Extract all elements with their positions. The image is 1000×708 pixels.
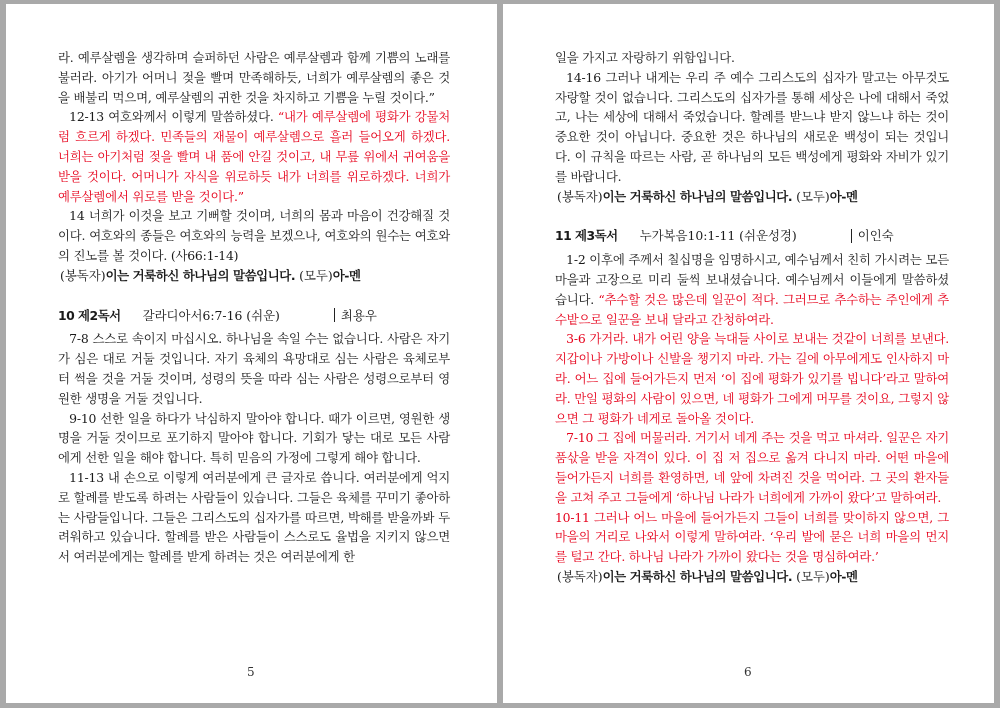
reading-heading [555, 226, 949, 246]
heading-divider [851, 229, 852, 243]
left-page-content [58, 48, 450, 567]
page-number: 5 [247, 665, 255, 679]
right-page-content [555, 48, 949, 587]
scripture-paragraph: 7-8 스스로 속이지 마십시오. 하나님을 속일 수는 없습니다. 사람은 자기가 심은 대로 거둘 것입니다. 자기 육체의 욕망대로 심는 사람은 육체로부터 썩을 것을 거둘 것이며, 성령의 뜻을 따라 심는 사람은 성령으로부터 영원한 생명을 거둘 것입니다. [58, 331, 450, 406]
scripture-paragraph: 라. 예루살렘을 생각하며 슬퍼하던 사람은 예루살렘과 함께 기쁨의 노래를 불러라. 아기가 어머니 젖을 빨며 만족해하듯, 너희가 예루살렘의 좋은 것을 배불리 먹으며, 예루살렘의 귀한 것을 차지하고 기쁨을 누릴 것이다.” [58, 50, 450, 105]
liturgical-response: (봉독자)이는 거룩하신 하나님의 말씀입니다. (모두)아-멘 [557, 188, 858, 204]
reader-name: 최용우 [340, 307, 377, 323]
scripture-paragraph: 1-2 이후에 주께서 칠십명을 임명하시고, 예수님께서 친히 가시려는 모든 마을과 고장으로 미리 둘씩 보내셨습니다. 예수님께서 이들에게 말씀하셨습니다. “추수할 것은 많은데 일꾼이 적다. 그러므로 추수하는 주인에게 추수밭으로 일꾼을 보내 달라고 간청하여라. [555, 252, 949, 327]
scripture-paragraph [555, 428, 949, 507]
left-page [6, 4, 497, 703]
heading-divider [334, 308, 335, 322]
spoken-words-red: 3-6 가거라. 내가 어린 양을 늑대들 사이로 보내는 것같이 너희를 보낸다. 지갑이나 가방이나 신발을 챙기지 마라. 가는 길에 아무에게도 인사하지 마라. 어느 집에 들어가든지 먼저 ‘이 집에 평화가 있기를 빕니다’라고 말하여라. 만일 평화의 사람이 있으면, 네 평화가 그에게 머무를 것이요, 그렇지 않으면 그 평화가 네게로 돌아올 것이다. [555, 331, 949, 426]
reader-name: 이인숙 [857, 228, 894, 244]
liturgical-response: (봉독자)이는 거룩하신 하나님의 말씀입니다. (모두)아-멘 [60, 267, 361, 283]
scripture-paragraph: 14 너희가 이것을 보고 기뻐할 것이며, 너희의 몸과 마음이 건강해질 것이다. 여호와의 종들은 여호와의 능력을 보겠으나, 여호와의 원수는 여호와의 진노를 볼 것이다. (사66:1-14) [58, 208, 450, 263]
scripture-paragraph: 9-10 선한 일을 하다가 낙심하지 말아야 합니다. 때가 이르면, 영원한 생명을 거둘 것이므로 포기하지 말아야 합니다. 기회가 닿는 대로 모든 사람에게 선한 일을 해야 합니다. 특히 믿음의 가정에 그렇게 해야 합니다. [58, 410, 450, 466]
spoken-words-red: 10-11 그러나 어느 마을에 들어가든지 그들이 너희를 맞이하지 않으면, 그 마을의 거리로 나와서 이렇게 말하여라. ‘우리 발에 묻은 너희 마을의 먼지를 털고 간다. 하나님 나라가 가까이 왔다는 것을 명심하여라.’ [555, 509, 949, 565]
spoken-words-red: 7-10 그 집에 머물러라. 거기서 네게 주는 것을 먹고 마셔라. 일꾼은 자기 품삯을 받을 자격이 있다. 이 집 저 집으로 옮겨 다니지 마라. 어떤 마을에 들어가든지 너희를 환영하면, 네 앞에 차려진 것을 먹어라. 그 곳의 환자들을 고쳐 주고 그들에게 ‘하나님 나라가 너희에게 가까이 왔다’고 말하여라. [555, 430, 949, 505]
liturgical-response: (봉독자)이는 거룩하신 하나님의 말씀입니다. (모두)아-멘 [557, 568, 858, 584]
reading-heading [58, 306, 450, 326]
scripture-paragraph: 11-13 내 손으로 이렇게 여러분에게 큰 글자로 씁니다. 여러분에게 억지로 할례를 받도록 하려는 사람들이 있습니다. 그들은 육체를 꾸미기 좋아하는 사람들입니다. 그들은 그리스도의 십자가를 따르면, 박해를 받을까봐 두려워하고 있습니다. 할례를 받은 사람들이 스스로도 율법을 지키지 않으면서 여러분에게는 할례를 받게 하려는 것은 여러분에게 한 [58, 469, 450, 565]
spoken-words-red: “추수할 것은 많은데 일꾼이 적다. 그러므로 추수하는 주인에게 추수밭으로 일꾼을 보내 달라고 간청하여라. [555, 291, 949, 327]
scripture-paragraph: 일을 가지고 자랑하기 위함입니다. [555, 50, 735, 65]
spoken-words-red: “내가 예루살렘에 평화가 강물처럼 흐르게 하겠다. 민족들의 재물이 예루살렘으로 흘러 들어오게 하겠다. 너희는 아기처럼 젖을 빨며 내 품에 안길 것이고, 내 무릎 위에서 귀여움을 받을 것이다. 어머니가 자식을 위로하듯 내가 너희를 위로하겠다. 너희가 예루살렘에서 위로를 받을 것이다.” [58, 109, 450, 204]
scripture-paragraph: 12-13 여호와께서 이렇게 말씀하셨다. “내가 예루살렘에 평화가 강물처럼 흐르게 하겠다. 민족들의 재물이 예루살렘으로 흘러 들어오게 하겠다. 너희는 아기처럼 젖을 빨며 내 품에 안길 것이고, 내 무릎 위에서 귀여움을 받을 것이다. 어머니가 자식을 위로하듯 내가 너희를 위로하겠다. 너희가 예루살렘에서 위로를 받을 것이다.” [58, 109, 450, 204]
reading-number: 11 제3독서 [555, 228, 618, 244]
page-number: 6 [744, 665, 752, 679]
scripture-paragraph: 14-16 그러나 내게는 우리 주 예수 그리스도의 십자가 말고는 아무것도 자랑할 것이 없습니다. 그리스도의 십자가를 통해 세상은 나에 대해서 죽었고, 나는 세상에 대해서 죽었습니다. 할례를 받느냐 받지 않느냐 하는 것이 중요한 것이 아닙니다. 중요한 것은 하나님의 새로운 백성이 되는 것입니다. 이 규칙을 따르는 사람, 곧 하나님의 모든 백성에게 평화와 자비가 있기를 바랍니다. [555, 69, 949, 184]
right-page [503, 4, 994, 703]
reading-number: 10 제2독서 [58, 307, 121, 323]
reading-reference: 갈라디아서6:7-16 (쉬운) [142, 307, 280, 323]
scripture-paragraph [555, 329, 949, 428]
scripture-paragraph [555, 508, 949, 567]
reading-reference: 누가복음10:1-11 (쉬운성경) [639, 228, 797, 244]
